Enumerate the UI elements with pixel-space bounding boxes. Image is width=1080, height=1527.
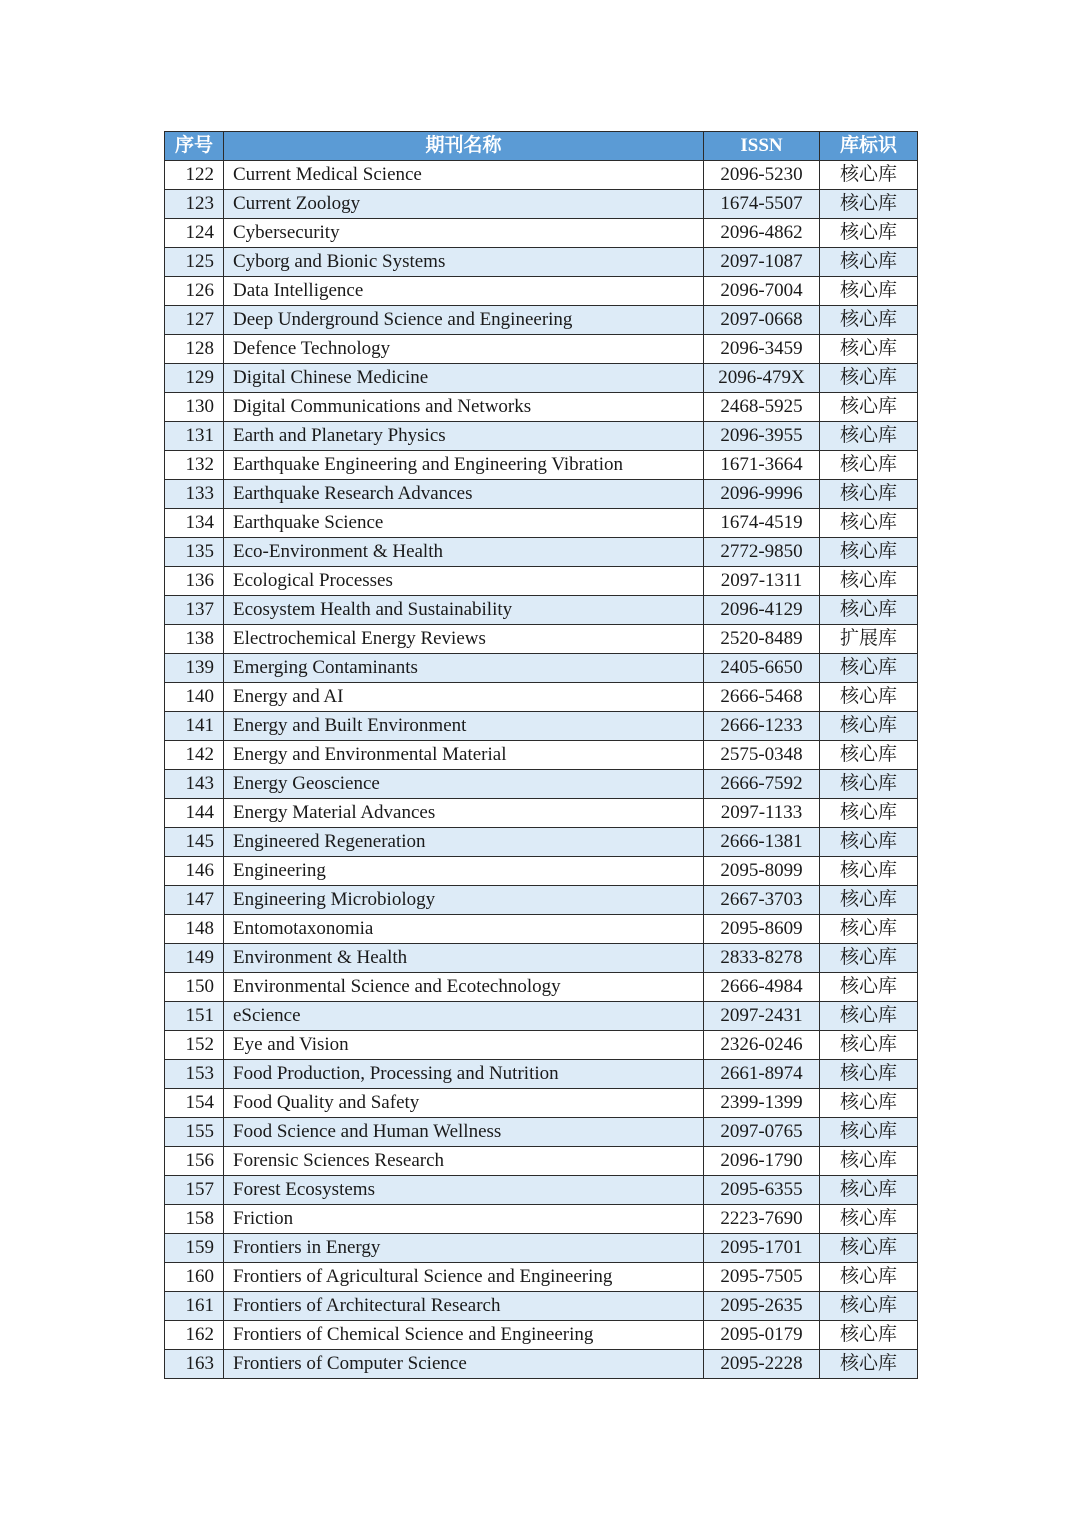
issn-cell: 2326-0246 [704, 1031, 820, 1060]
library-tag-cell: 核心库 [820, 915, 918, 944]
journal-name-cell: Environment & Health [224, 944, 704, 973]
serial-number-cell: 122 [165, 161, 224, 190]
table-row [165, 1205, 918, 1234]
library-tag-cell: 核心库 [820, 1234, 918, 1263]
table-row [165, 973, 918, 1002]
table-row [165, 625, 918, 654]
library-tag-cell: 核心库 [820, 944, 918, 973]
serial-number-cell: 135 [165, 538, 224, 567]
serial-number-cell: 126 [165, 277, 224, 306]
issn-cell: 2095-0179 [704, 1321, 820, 1350]
issn-cell: 2833-8278 [704, 944, 820, 973]
journal-name-cell: Frontiers of Agricultural Science and Engineering [224, 1263, 704, 1292]
journal-name-cell: Cybersecurity [224, 219, 704, 248]
table-row [165, 277, 918, 306]
serial-number-cell: 136 [165, 567, 224, 596]
issn-cell: 2405-6650 [704, 654, 820, 683]
serial-number-cell: 154 [165, 1089, 224, 1118]
library-tag-cell: 核心库 [820, 306, 918, 335]
serial-number-cell: 152 [165, 1031, 224, 1060]
library-tag-cell: 核心库 [820, 712, 918, 741]
journal-name-cell: Energy and Environmental Material [224, 741, 704, 770]
issn-cell: 2096-5230 [704, 161, 820, 190]
journal-name-cell: Eco-Environment & Health [224, 538, 704, 567]
issn-cell: 2097-2431 [704, 1002, 820, 1031]
journal-name-cell: Current Medical Science [224, 161, 704, 190]
library-tag-cell: 核心库 [820, 219, 918, 248]
issn-cell: 2097-1311 [704, 567, 820, 596]
serial-number-cell: 159 [165, 1234, 224, 1263]
serial-number-cell: 128 [165, 335, 224, 364]
journal-name-cell: Environmental Science and Ecotechnology [224, 973, 704, 1002]
issn-cell: 2095-2635 [704, 1292, 820, 1321]
table-row [165, 538, 918, 567]
table-row [165, 1234, 918, 1263]
library-tag-cell: 核心库 [820, 1321, 918, 1350]
table-row [165, 828, 918, 857]
serial-number-cell: 157 [165, 1176, 224, 1205]
journal-name-cell: Earthquake Engineering and Engineering Vibration [224, 451, 704, 480]
table-row [165, 393, 918, 422]
issn-cell: 2661-8974 [704, 1060, 820, 1089]
library-tag-cell: 核心库 [820, 799, 918, 828]
library-tag-cell: 核心库 [820, 190, 918, 219]
issn-cell: 2095-6355 [704, 1176, 820, 1205]
serial-number-cell: 140 [165, 683, 224, 712]
issn-cell: 2468-5925 [704, 393, 820, 422]
table-row [165, 1350, 918, 1379]
library-tag-cell: 核心库 [820, 857, 918, 886]
serial-number-cell: 134 [165, 509, 224, 538]
issn-cell: 2096-4129 [704, 596, 820, 625]
table-row [165, 509, 918, 538]
journal-name-cell: Digital Chinese Medicine [224, 364, 704, 393]
serial-number-cell: 143 [165, 770, 224, 799]
library-tag-cell: 核心库 [820, 1292, 918, 1321]
journal-name-cell: Forensic Sciences Research [224, 1147, 704, 1176]
issn-cell: 2575-0348 [704, 741, 820, 770]
issn-cell: 2096-3459 [704, 335, 820, 364]
journal-name-cell: Data Intelligence [224, 277, 704, 306]
journal-name-cell: Eye and Vision [224, 1031, 704, 1060]
issn-cell: 2095-2228 [704, 1350, 820, 1379]
table-row [165, 161, 918, 190]
journal-name-cell: Emerging Contaminants [224, 654, 704, 683]
table-row [165, 248, 918, 277]
serial-number-cell: 163 [165, 1350, 224, 1379]
issn-cell: 2097-1087 [704, 248, 820, 277]
table-row [165, 219, 918, 248]
library-tag-cell: 核心库 [820, 1147, 918, 1176]
serial-number-cell: 148 [165, 915, 224, 944]
library-tag-cell: 核心库 [820, 567, 918, 596]
library-tag-cell: 核心库 [820, 538, 918, 567]
table-row [165, 364, 918, 393]
library-tag-cell: 核心库 [820, 1263, 918, 1292]
table-row [165, 1321, 918, 1350]
serial-number-cell: 124 [165, 219, 224, 248]
issn-cell: 1671-3664 [704, 451, 820, 480]
issn-cell: 2097-0765 [704, 1118, 820, 1147]
library-tag-cell: 核心库 [820, 480, 918, 509]
journal-name-cell: Ecological Processes [224, 567, 704, 596]
header-row [165, 132, 918, 161]
library-tag-cell: 核心库 [820, 1350, 918, 1379]
journal-name-cell: Entomotaxonomia [224, 915, 704, 944]
table-row [165, 451, 918, 480]
issn-cell: 2223-7690 [704, 1205, 820, 1234]
issn-cell: 2095-8099 [704, 857, 820, 886]
journal-name-cell: Deep Underground Science and Engineering [224, 306, 704, 335]
header-journal-name: 期刊名称 [224, 132, 704, 161]
library-tag-cell: 核心库 [820, 509, 918, 538]
journal-name-cell: Earthquake Research Advances [224, 480, 704, 509]
header-issn: ISSN [704, 132, 820, 161]
library-tag-cell: 核心库 [820, 1118, 918, 1147]
table-body [165, 161, 918, 1379]
issn-cell: 2096-4862 [704, 219, 820, 248]
journal-name-cell: Earth and Planetary Physics [224, 422, 704, 451]
table-row [165, 741, 918, 770]
table-row [165, 1176, 918, 1205]
issn-cell: 2095-7505 [704, 1263, 820, 1292]
issn-cell: 2097-1133 [704, 799, 820, 828]
journal-table [164, 131, 918, 1379]
table-row [165, 1118, 918, 1147]
library-tag-cell: 核心库 [820, 1002, 918, 1031]
journal-name-cell: Cyborg and Bionic Systems [224, 248, 704, 277]
serial-number-cell: 127 [165, 306, 224, 335]
journal-name-cell: eScience [224, 1002, 704, 1031]
journal-name-cell: Forest Ecosystems [224, 1176, 704, 1205]
journal-name-cell: Frontiers of Architectural Research [224, 1292, 704, 1321]
serial-number-cell: 123 [165, 190, 224, 219]
issn-cell: 2095-1701 [704, 1234, 820, 1263]
issn-cell: 2666-4984 [704, 973, 820, 1002]
table-row [165, 596, 918, 625]
library-tag-cell: 核心库 [820, 364, 918, 393]
issn-cell: 2666-7592 [704, 770, 820, 799]
table-row [165, 915, 918, 944]
issn-cell: 2096-7004 [704, 277, 820, 306]
table-row [165, 567, 918, 596]
issn-cell: 2667-3703 [704, 886, 820, 915]
table-row [165, 857, 918, 886]
library-tag-cell: 核心库 [820, 393, 918, 422]
table-row [165, 190, 918, 219]
library-tag-cell: 核心库 [820, 422, 918, 451]
library-tag-cell: 扩展库 [820, 625, 918, 654]
library-tag-cell: 核心库 [820, 277, 918, 306]
header-library-tag: 库标识 [820, 132, 918, 161]
library-tag-cell: 核心库 [820, 248, 918, 277]
serial-number-cell: 137 [165, 596, 224, 625]
library-tag-cell: 核心库 [820, 1031, 918, 1060]
table-row [165, 335, 918, 364]
journal-name-cell: Engineering Microbiology [224, 886, 704, 915]
issn-cell: 2666-5468 [704, 683, 820, 712]
serial-number-cell: 139 [165, 654, 224, 683]
table-row [165, 1147, 918, 1176]
serial-number-cell: 142 [165, 741, 224, 770]
serial-number-cell: 156 [165, 1147, 224, 1176]
serial-number-cell: 145 [165, 828, 224, 857]
issn-cell: 2096-1790 [704, 1147, 820, 1176]
journal-name-cell: Engineered Regeneration [224, 828, 704, 857]
table-row [165, 654, 918, 683]
serial-number-cell: 149 [165, 944, 224, 973]
header-serial-number: 序号 [165, 132, 224, 161]
journal-name-cell: Energy and AI [224, 683, 704, 712]
journal-name-cell: Energy Geoscience [224, 770, 704, 799]
journal-name-cell: Frontiers of Computer Science [224, 1350, 704, 1379]
table-row [165, 422, 918, 451]
journal-name-cell: Energy and Built Environment [224, 712, 704, 741]
issn-cell: 2096-3955 [704, 422, 820, 451]
journal-name-cell: Defence Technology [224, 335, 704, 364]
library-tag-cell: 核心库 [820, 1176, 918, 1205]
table-row [165, 683, 918, 712]
table-row [165, 1060, 918, 1089]
table-row [165, 1002, 918, 1031]
journal-name-cell: Frontiers in Energy [224, 1234, 704, 1263]
library-tag-cell: 核心库 [820, 886, 918, 915]
library-tag-cell: 核心库 [820, 451, 918, 480]
serial-number-cell: 161 [165, 1292, 224, 1321]
serial-number-cell: 132 [165, 451, 224, 480]
library-tag-cell: 核心库 [820, 161, 918, 190]
table-header [165, 132, 918, 161]
journal-name-cell: Frontiers of Chemical Science and Engineering [224, 1321, 704, 1350]
journal-name-cell: Electrochemical Energy Reviews [224, 625, 704, 654]
library-tag-cell: 核心库 [820, 973, 918, 1002]
table-row [165, 1263, 918, 1292]
table-row [165, 770, 918, 799]
issn-cell: 1674-4519 [704, 509, 820, 538]
serial-number-cell: 131 [165, 422, 224, 451]
serial-number-cell: 146 [165, 857, 224, 886]
serial-number-cell: 151 [165, 1002, 224, 1031]
issn-cell: 2520-8489 [704, 625, 820, 654]
library-tag-cell: 核心库 [820, 770, 918, 799]
library-tag-cell: 核心库 [820, 654, 918, 683]
library-tag-cell: 核心库 [820, 596, 918, 625]
serial-number-cell: 133 [165, 480, 224, 509]
serial-number-cell: 144 [165, 799, 224, 828]
serial-number-cell: 129 [165, 364, 224, 393]
serial-number-cell: 150 [165, 973, 224, 1002]
issn-cell: 2666-1233 [704, 712, 820, 741]
table-row [165, 799, 918, 828]
library-tag-cell: 核心库 [820, 1089, 918, 1118]
journal-name-cell: Earthquake Science [224, 509, 704, 538]
serial-number-cell: 147 [165, 886, 224, 915]
journal-name-cell: Current Zoology [224, 190, 704, 219]
table-row [165, 886, 918, 915]
issn-cell: 2772-9850 [704, 538, 820, 567]
library-tag-cell: 核心库 [820, 741, 918, 770]
table-row [165, 306, 918, 335]
serial-number-cell: 155 [165, 1118, 224, 1147]
library-tag-cell: 核心库 [820, 683, 918, 712]
serial-number-cell: 158 [165, 1205, 224, 1234]
table-row [165, 712, 918, 741]
serial-number-cell: 160 [165, 1263, 224, 1292]
library-tag-cell: 核心库 [820, 335, 918, 364]
issn-cell: 2096-479X [704, 364, 820, 393]
table-row [165, 944, 918, 973]
journal-name-cell: Engineering [224, 857, 704, 886]
table-row [165, 1089, 918, 1118]
table-row [165, 480, 918, 509]
issn-cell: 2095-8609 [704, 915, 820, 944]
issn-cell: 2096-9996 [704, 480, 820, 509]
serial-number-cell: 162 [165, 1321, 224, 1350]
journal-name-cell: Friction [224, 1205, 704, 1234]
journal-name-cell: Food Quality and Safety [224, 1089, 704, 1118]
table-row [165, 1292, 918, 1321]
serial-number-cell: 141 [165, 712, 224, 741]
issn-cell: 2097-0668 [704, 306, 820, 335]
serial-number-cell: 130 [165, 393, 224, 422]
serial-number-cell: 153 [165, 1060, 224, 1089]
journal-name-cell: Digital Communications and Networks [224, 393, 704, 422]
issn-cell: 2666-1381 [704, 828, 820, 857]
issn-cell: 1674-5507 [704, 190, 820, 219]
journal-name-cell: Food Science and Human Wellness [224, 1118, 704, 1147]
library-tag-cell: 核心库 [820, 1205, 918, 1234]
journal-name-cell: Food Production, Processing and Nutrition [224, 1060, 704, 1089]
serial-number-cell: 138 [165, 625, 224, 654]
library-tag-cell: 核心库 [820, 1060, 918, 1089]
issn-cell: 2399-1399 [704, 1089, 820, 1118]
journal-name-cell: Energy Material Advances [224, 799, 704, 828]
table-row [165, 1031, 918, 1060]
journal-name-cell: Ecosystem Health and Sustainability [224, 596, 704, 625]
library-tag-cell: 核心库 [820, 828, 918, 857]
serial-number-cell: 125 [165, 248, 224, 277]
